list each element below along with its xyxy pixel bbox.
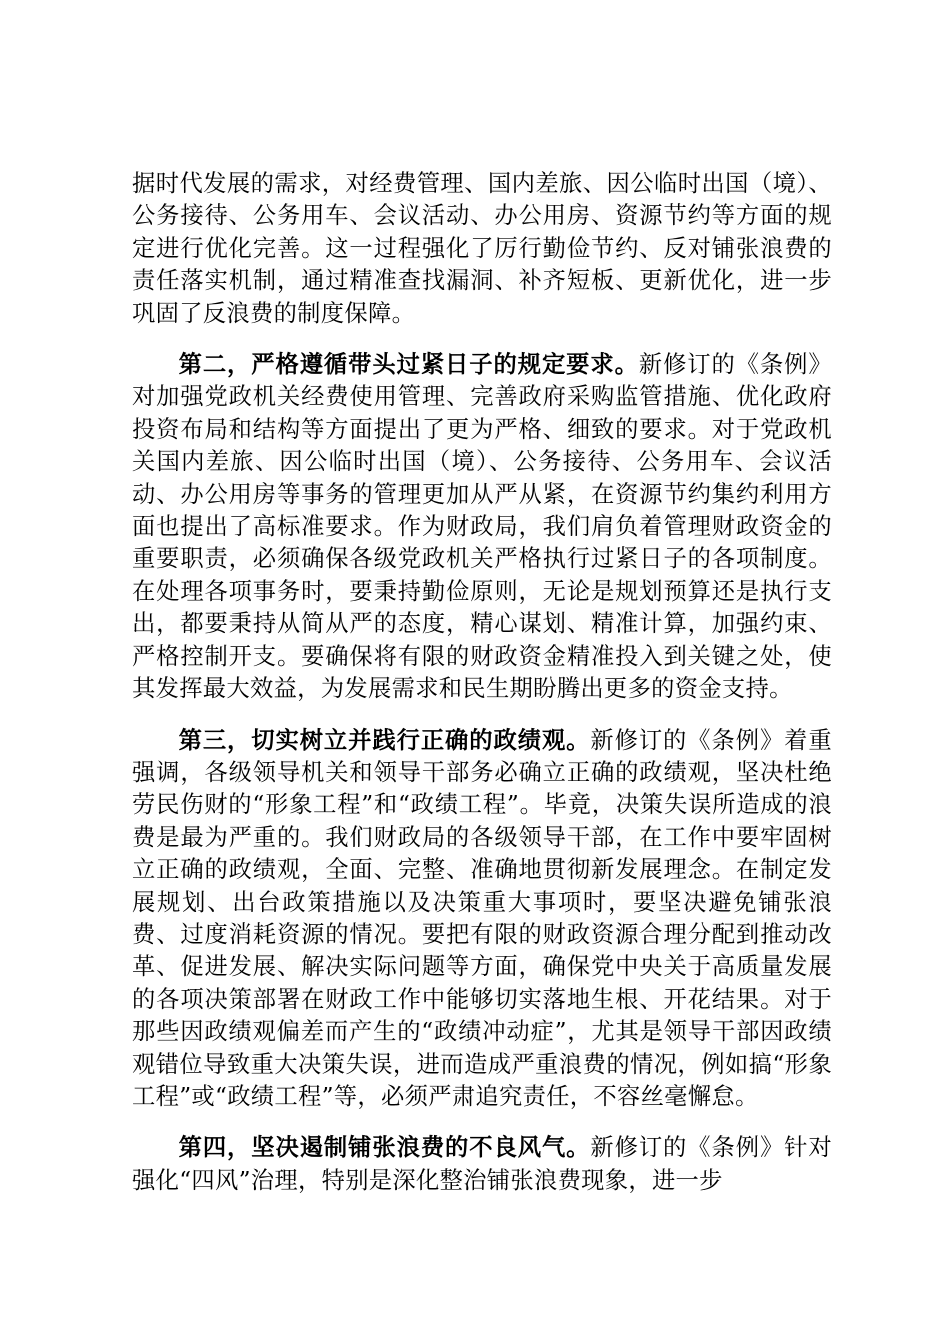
paragraph-second bbox=[132, 349, 832, 705]
paragraph-heading: 第四，坚决遏制铺张浪费的不良风气。 bbox=[178, 1134, 591, 1162]
paragraph-text: 新修订的《条例》对加强党政机关经费使用管理、完善政府采购监管措施、优化政府投资布局和结构等方面提出了更为严格、细致的要求。对于党政机关国内差旅、因公临时出国（境）、公务接待、公务用车、会议活动、办公用房等事务的管理更加从严从紧，在资源节约集约利用方面也提出了高标准要求。作为财政局，我们肩负着管理财政资金的重要职责，必须确保各级党政机关严格执行过紧日子的各项制度。在处理各项事务时，要秉持勤俭原则，无论是规划预算还是执行支出，都要秉持从简从严的态度，精心谋划、精准计算，加强约束、严格控制开支。要确保将有限的财政资金精准投入到关键之处，使其发挥最大效益，为发展需求和民生期盼腾出更多的资金支持。 bbox=[132, 351, 833, 703]
paragraph-heading: 第二，严格遵循带头过紧日子的规定要求。 bbox=[178, 351, 639, 379]
paragraph-text: 新修订的《条例》着重强调，各级领导机关和领导干部务必确立正确的政绩观，坚决杜绝劳民伤财的“形象工程”和“政绩工程”。毕竟，决策失误所造成的浪费是最为严重的。我们财政局的各级领导干部，在工作中要牢固树立正确的政绩观，全面、完整、准确地贯彻新发展理念。在制定发展规划、出台政策措施以及决策重大事项时，要坚决避免铺张浪费、过度消耗资源的情况。要把有限的财政资源合理分配到推动改革、促进发展、解决实际问题等方面，确保党中央关于高质量发展的各项决策部署在财政工作中能够切实落地生根、开花结果。对于那些因政绩观偏差而产生的“政绩冲动症”，尤其是领导干部因政绩观错位导致重大决策失误，进而造成严重浪费的情况，例如搞“形象工程”或“政绩工程”等，必须严肃追究责任，不容丝毫懈怠。 bbox=[132, 726, 832, 1110]
paragraph-text: 新修订的《条例》针对强化“四风”治理，特别是深化整治铺张浪费现象，进一步 bbox=[132, 1134, 832, 1194]
document-page bbox=[132, 168, 832, 1216]
paragraph-third bbox=[132, 725, 832, 1114]
paragraph-text: 据时代发展的需求，对经费管理、国内差旅、因公临时出国（境）、公务接待、公务用车、会议活动、办公用房、资源节约等方面的规定进行优化完善。这一过程强化了厉行勤俭节约、反对铺张浪费的责任落实机制，通过精准查找漏洞、补齐短板、更新优化，进一步巩固了反浪费的制度保障。 bbox=[132, 170, 832, 327]
paragraph-continued bbox=[132, 168, 832, 330]
paragraph-fourth bbox=[132, 1132, 832, 1197]
paragraph-heading: 第三，切实树立并践行正确的政绩观。 bbox=[178, 726, 591, 754]
